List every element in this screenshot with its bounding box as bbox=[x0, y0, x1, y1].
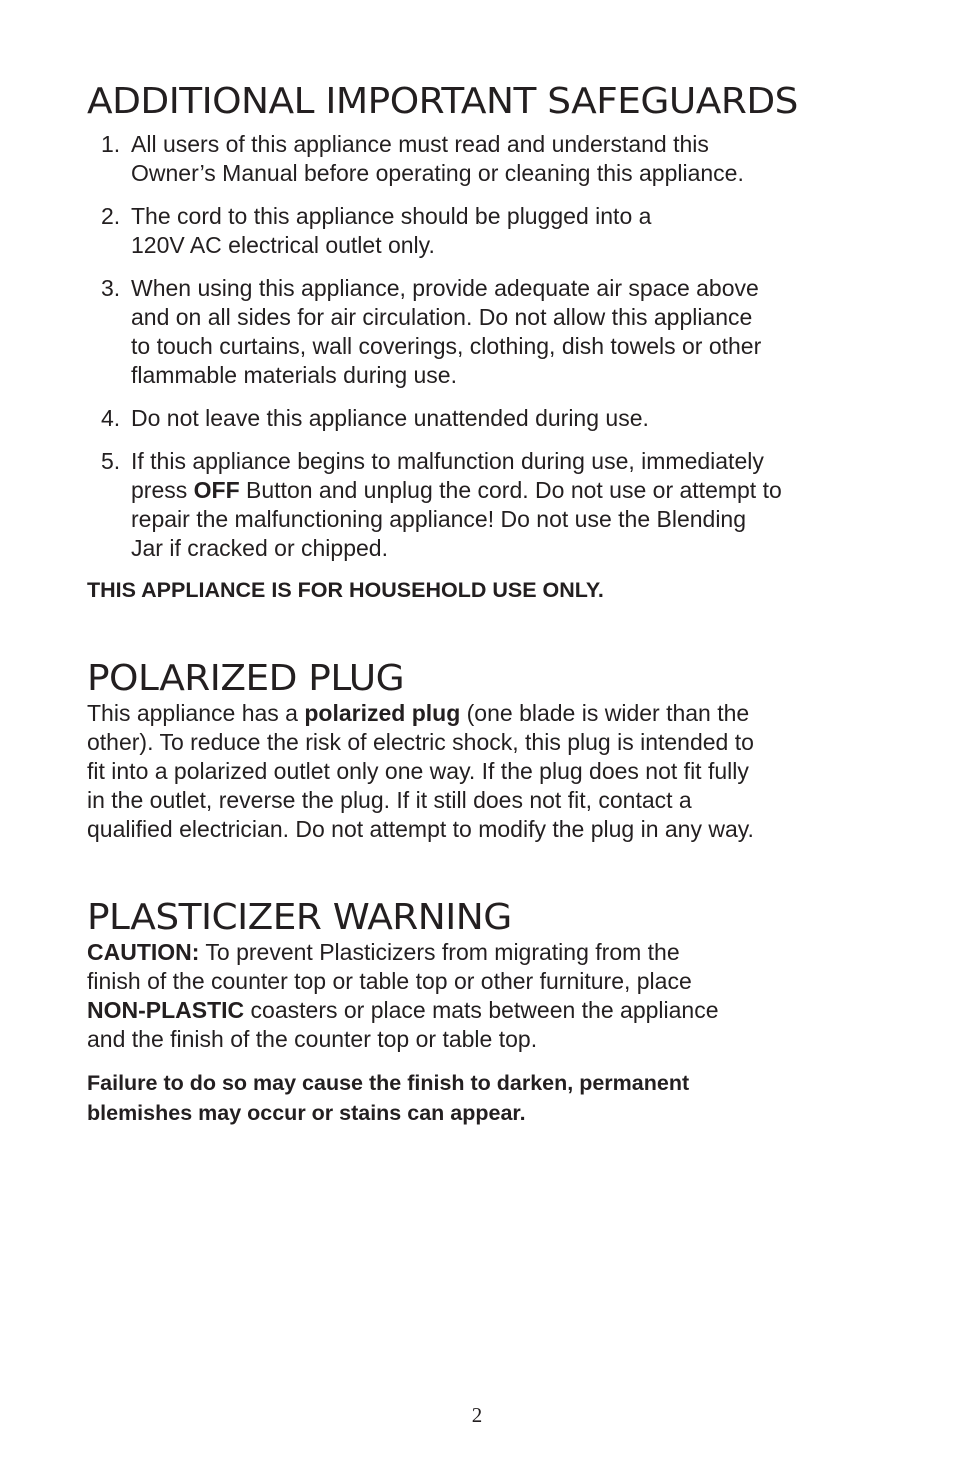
paragraph-line bbox=[87, 996, 887, 1025]
item-number: 1. bbox=[101, 131, 121, 157]
page-number: 2 bbox=[471, 1403, 483, 1427]
text-fragment: To prevent Plasticizers from migrating from the bbox=[199, 939, 680, 965]
item-number: 4. bbox=[101, 405, 121, 431]
plasticizer-caution-paragraph bbox=[87, 938, 887, 1054]
item-number: 5. bbox=[101, 448, 121, 474]
item-text-line: flammable materials during use. bbox=[131, 362, 457, 388]
item-text-line bbox=[131, 476, 887, 505]
item-text-line: If this appliance begins to malfunction during use, immediately bbox=[131, 448, 764, 474]
paragraph-line: in the outlet, reverse the plug. If it still does not fit, contact a bbox=[87, 787, 692, 813]
paragraph-line: and the finish of the counter top or table top. bbox=[87, 1026, 538, 1052]
paragraph-line bbox=[87, 699, 887, 728]
polarized-plug-heading: POLARIZED PLUG bbox=[87, 658, 405, 699]
paragraph-line: other). To reduce the risk of electric shock, this plug is intended to bbox=[87, 729, 754, 755]
item-text-line: 120V AC electrical outlet only. bbox=[131, 232, 435, 258]
list-item bbox=[87, 447, 887, 563]
item-text-line: All users of this appliance must read and understand this bbox=[131, 131, 709, 157]
polarized-plug-term: polarized plug bbox=[304, 700, 461, 726]
polarized-plug-paragraph bbox=[87, 699, 887, 844]
item-text-line: When using this appliance, provide adequate air space above bbox=[131, 275, 759, 301]
list-item bbox=[87, 404, 887, 433]
non-plastic-label: NON-PLASTIC bbox=[87, 997, 245, 1023]
item-text-line: to touch curtains, wall coverings, clothing, dish towels or other bbox=[131, 333, 762, 359]
safeguards-heading: ADDITIONAL IMPORTANT SAFEGUARDS bbox=[87, 81, 798, 122]
manual-page bbox=[87, 80, 887, 1128]
list-item bbox=[87, 274, 887, 390]
household-note: THIS APPLIANCE IS FOR HOUSEHOLD USE ONLY. bbox=[87, 578, 604, 602]
caution-label: CAUTION: bbox=[87, 939, 200, 965]
text-fragment: (one blade is wider than the bbox=[460, 700, 750, 726]
text-fragment: press bbox=[131, 477, 194, 503]
item-text-line: Owner’s Manual before operating or cleaning this appliance. bbox=[131, 160, 744, 186]
paragraph-line: qualified electrician. Do not attempt to modify the plug in any way. bbox=[87, 816, 754, 842]
off-button-label: OFF bbox=[193, 477, 240, 503]
paragraph-line: finish of the counter top or table top or other furniture, place bbox=[87, 968, 692, 994]
paragraph-line: blemishes may occur or stains can appear. bbox=[87, 1101, 526, 1125]
item-text-line: repair the malfunctioning appliance! Do not use the Blending bbox=[131, 506, 747, 532]
text-fragment: Button and unplug the cord. Do not use or attempt to bbox=[239, 477, 782, 503]
item-number: 3. bbox=[101, 275, 121, 301]
list-item bbox=[87, 130, 887, 188]
safeguards-list bbox=[87, 130, 887, 563]
list-item bbox=[87, 202, 887, 260]
item-number: 2. bbox=[101, 203, 121, 229]
paragraph-line: Failure to do so may cause the finish to darken, permanent bbox=[87, 1071, 690, 1095]
paragraph-line: fit into a polarized outlet only one way. If the plug does not fit fully bbox=[87, 758, 749, 784]
plasticizer-failure-note bbox=[87, 1068, 887, 1128]
paragraph-line bbox=[87, 938, 887, 967]
item-text-line: and on all sides for air circulation. Do not allow this appliance bbox=[131, 304, 753, 330]
plasticizer-warning-heading: PLASTICIZER WARNING bbox=[87, 897, 512, 938]
text-fragment: This appliance has a bbox=[87, 700, 305, 726]
item-text-line: Jar if cracked or chipped. bbox=[131, 535, 388, 561]
item-text-line: The cord to this appliance should be plugged into a bbox=[131, 203, 652, 229]
item-text-line: Do not leave this appliance unattended during use. bbox=[131, 405, 649, 431]
text-fragment: coasters or place mats between the appliance bbox=[244, 997, 719, 1023]
